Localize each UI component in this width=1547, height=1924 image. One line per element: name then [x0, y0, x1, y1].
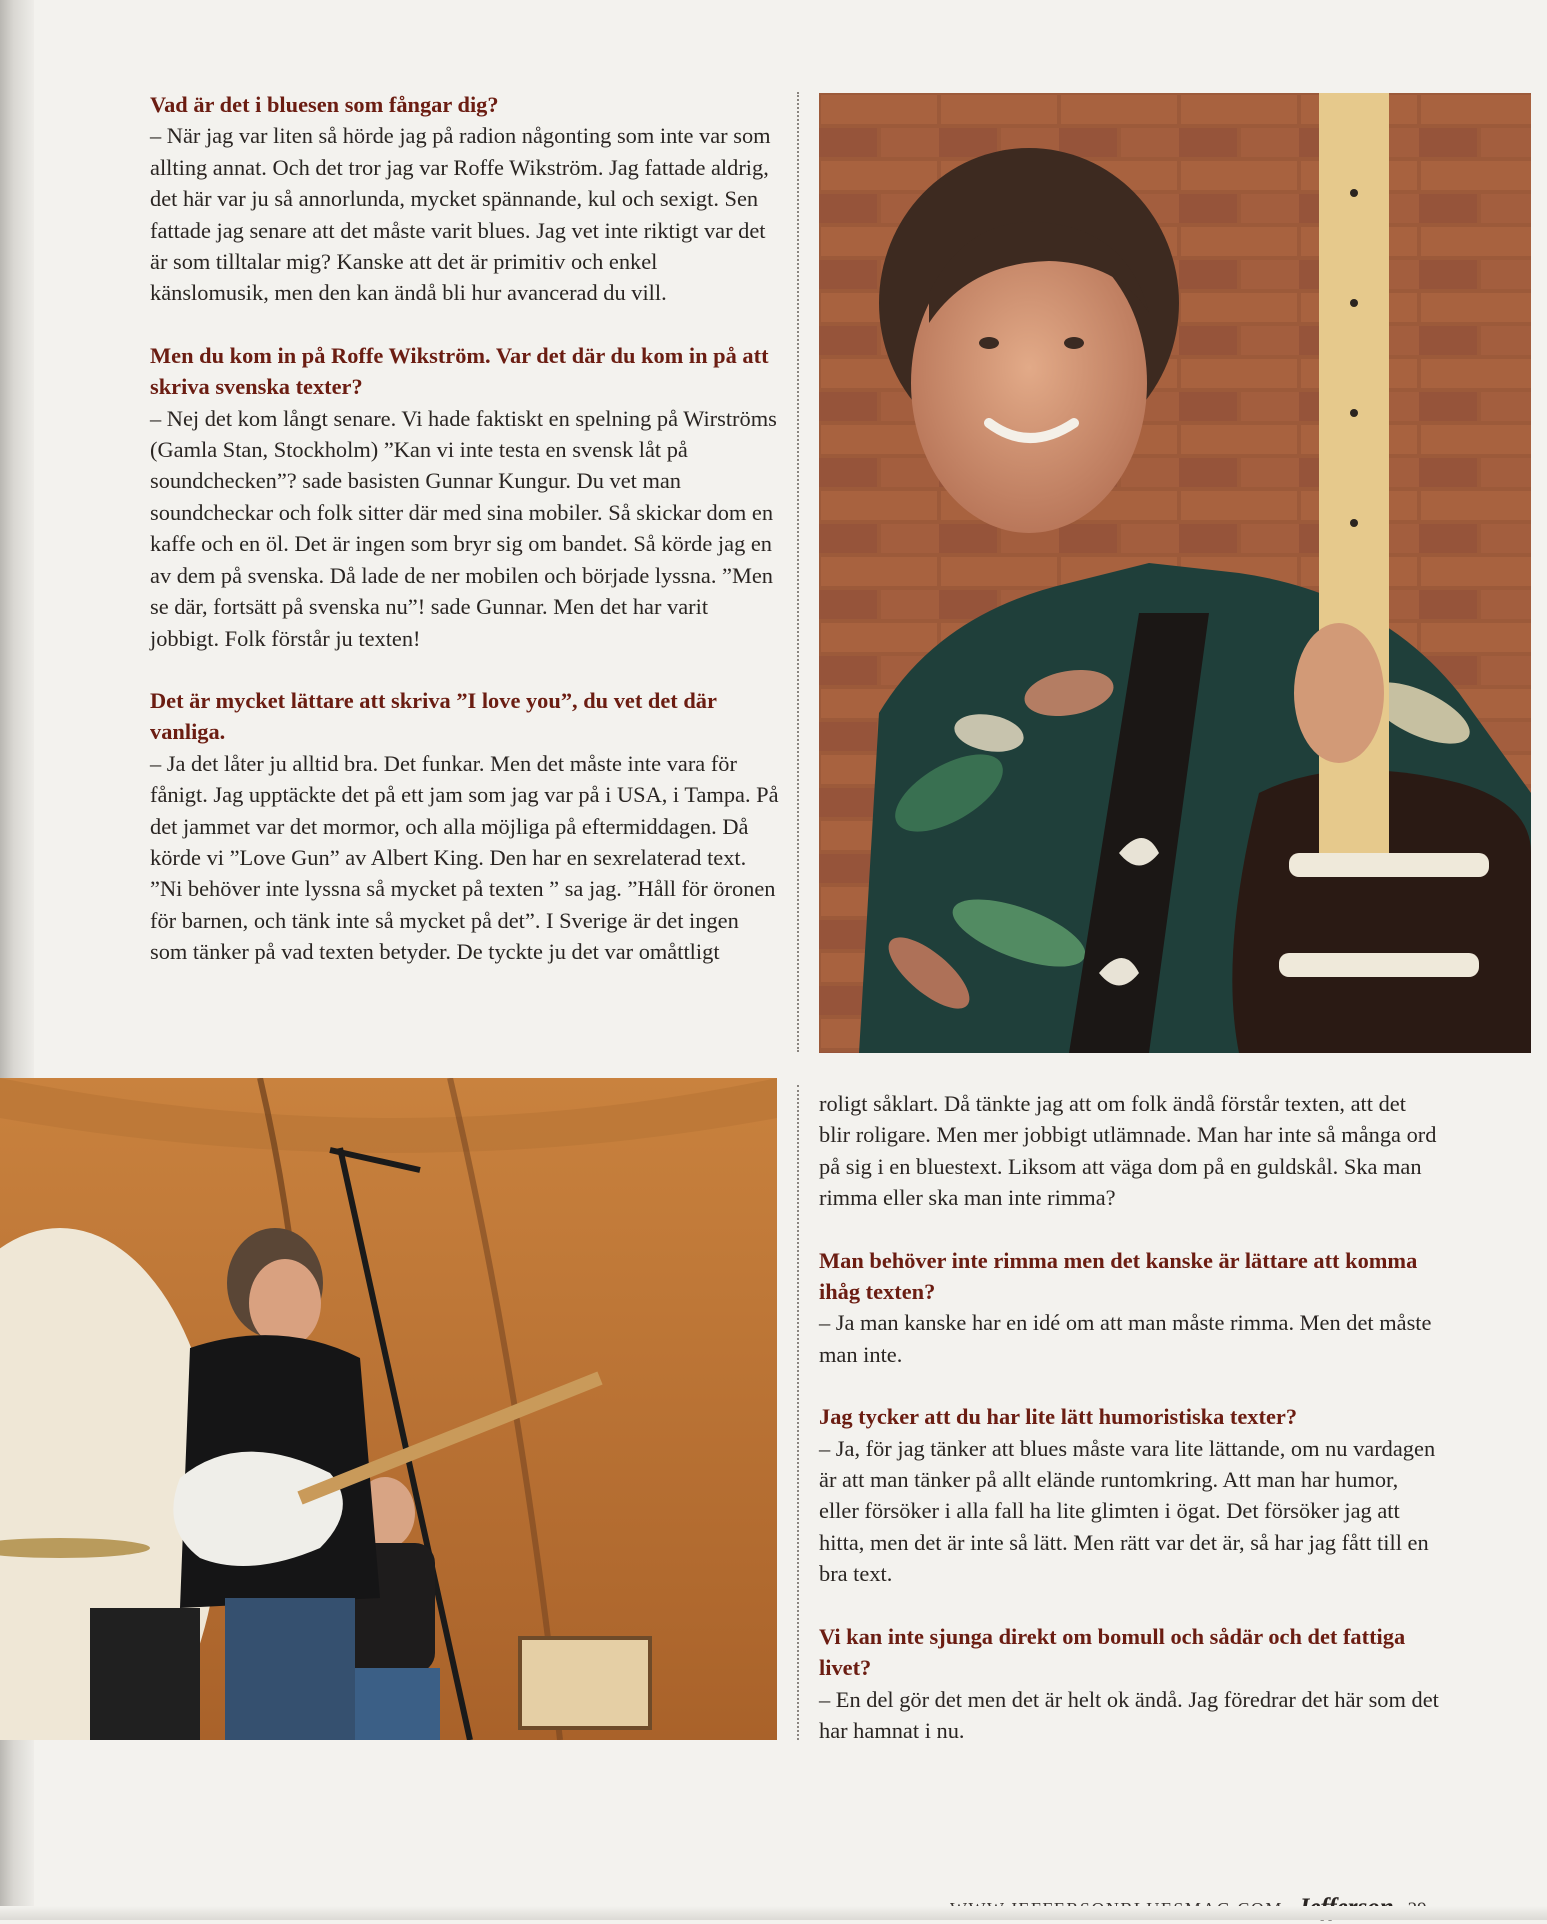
portrait-photo [819, 93, 1531, 1053]
interview-question: Vi kan inte sjunga direkt om bomull och sådär och det fattiga livet? [819, 1623, 1406, 1681]
answer-continuation: roligt såklart. Då tänkte jag att om folk ändå förstår texten, att det blir roligare. Men mer jobbigt utlämnade. Man har inte så många ord på sig i en bluestext. Liksom att väga dom på en guldskål. Ska man rimma eller ska man inte rimma? [819, 1091, 1437, 1211]
qa-block [819, 1621, 1439, 1747]
qa-block [150, 340, 780, 654]
interview-answer: – En del gör det men det är helt ok ändå. Jag föredrar det här som det har hamnat i nu. [819, 1686, 1439, 1743]
qa-block [150, 685, 780, 968]
interview-answer: – Ja, för jag tänker att blues måste vara lite lättande, om nu vardagen är att man tänker på allt elände runtomkring. Att man har humor, eller försöker i alla fall ha lite glimten i ögat. Det försöker jag att hitta, men det är inte så lätt. Men rätt var det är, så har jag fått till en bra text. [819, 1435, 1436, 1587]
interview-answer: – När jag var liten så hörde jag på radion någonting som inte var som allting annat. Och det tror jag var Roffe Wikström. Jag fattade aldrig, det här var ju så annorlunda, mycket spännande, kul och sexigt. Sen fattade jag senare att det måste varit blues. Jag vet inte riktigt var det är som tilltalar mig? Kanske att det är primitiv och enkel känslomusik, men den kan ändå bli hur avancerad du vill. [150, 123, 771, 306]
interview-question: Vad är det i bluesen som fångar dig? [150, 92, 499, 117]
qa-block [819, 1245, 1439, 1371]
interview-question: Men du kom in på Roffe Wikström. Var det där du kom in på att skriva svenska texter? [150, 342, 769, 400]
interview-question: Man behöver inte rimma men det kanske är lättare att komma ihåg texten? [819, 1247, 1418, 1305]
concert-photo [0, 1078, 777, 1740]
interview-question: Det är mycket lättare att skriva ”I love you”, du vet det där vanliga. [150, 687, 717, 745]
column-divider [797, 1085, 799, 1740]
interview-answer: – Ja man kanske har en idé om att man måste rimma. Men det måste man inte. [819, 1310, 1432, 1367]
page-bottom-shadow [0, 1906, 1547, 1920]
right-text-column [819, 1088, 1439, 1746]
qa-block [150, 89, 780, 309]
interview-answer: – Ja det låter ju alltid bra. Det funkar. Men det måste inte vara för fånigt. Jag upptäckte det på ett jam som jag var på i USA, i Tampa. På det jammet var det mormor, och alla möjliga på eftermiddagen. Då körde vi ”Love Gun” av Albert King. Den har en sexrelaterad text. ”Ni behöver inte lyssna så mycket på texten ” sa jag. ”Håll för öronen för barnen, och tänk inte så mycket på det”. I Sverige är det ingen som tänker på vad texten betyder. De tyckte ju det var omåttligt [150, 750, 779, 965]
left-text-column [150, 89, 780, 968]
column-divider [797, 92, 799, 1052]
interview-answer: – Nej det kom långt senare. Vi hade faktiskt en spelning på Wirströms (Gamla Stan, Stockholm) ”Kan vi inte testa en svensk låt på soundchecken”? sade basisten Gunnar Kungur. Du vet man soundcheckar och folk sitter där med sina mobiler. Så skickar dom en kaffe och en öl. Det är ingen som bryr sig om bandet. Så körde jag en av dem på svenska. Då lade de ner mobilen och började lyssna. ”Men se där, fortsätt på svenska nu”! sade Gunnar. Men det har varit jobbigt. Folk förstår ju texten! [150, 405, 777, 651]
qa-block [819, 1401, 1439, 1589]
interview-question: Jag tycker att du har lite lätt humoristiska texter? [819, 1404, 1298, 1430]
